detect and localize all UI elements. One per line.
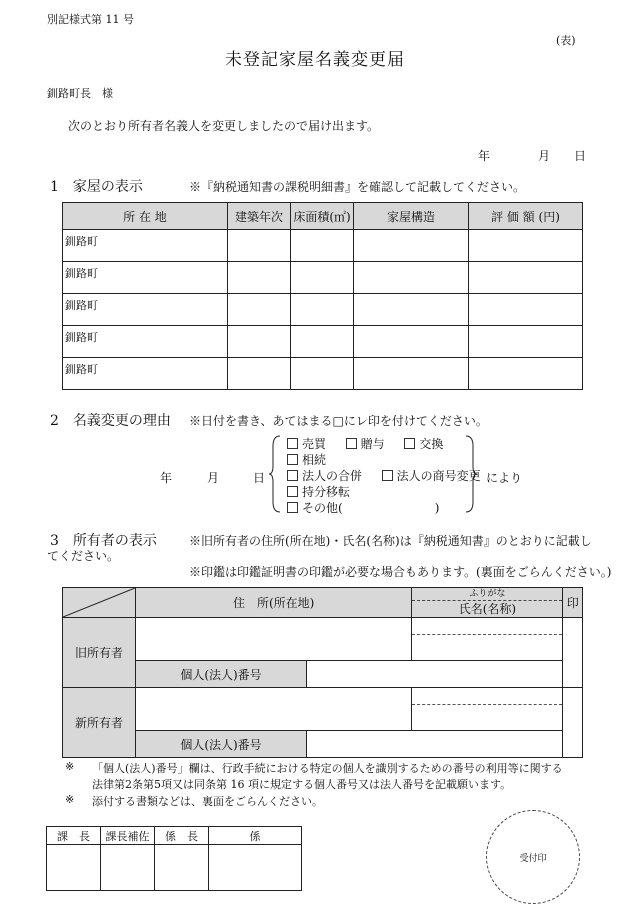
checkbox-gappei[interactable] bbox=[287, 470, 298, 481]
checkbox-sozoku[interactable] bbox=[287, 454, 298, 465]
section3-note-line1: ※旧所有者の住所(所在地)・氏名(名称)は『納税通知書』のとおりに記載し bbox=[189, 534, 592, 548]
checkbox-kokan[interactable] bbox=[404, 438, 415, 449]
build-year-cell[interactable] bbox=[228, 262, 291, 294]
label-gappei: 法人の合併 bbox=[302, 469, 363, 483]
intro-text: 次のとおり所有者名義人を変更しましたので届け出ます。 bbox=[68, 119, 380, 133]
structure-cell[interactable] bbox=[354, 294, 469, 326]
stamp-col-kakaricho: 係 長 bbox=[155, 827, 209, 845]
note2-mark: ※ bbox=[65, 793, 75, 806]
new-owner-address-cell[interactable] bbox=[136, 688, 412, 731]
floor-area-cell[interactable] bbox=[291, 262, 354, 294]
col-floor-area: 床面積(㎡) bbox=[291, 203, 354, 230]
section1-heading: 1 家屋の表示 bbox=[50, 179, 143, 195]
label-sozoku: 相続 bbox=[302, 453, 327, 467]
old-owner-id-cell[interactable] bbox=[307, 661, 563, 688]
old-owner-furigana-field[interactable] bbox=[412, 618, 562, 635]
section1-note: ※『納税通知書の課税明細書』を確認して記載してください。 bbox=[189, 180, 526, 194]
note1-mark: ※ bbox=[65, 760, 75, 773]
stamp-cell-hosa bbox=[101, 845, 155, 891]
col-name-header bbox=[412, 588, 563, 618]
label-sonota-close: ) bbox=[434, 501, 440, 515]
date-day-label: 日 bbox=[574, 149, 587, 163]
old-owner-name-field[interactable] bbox=[412, 635, 562, 660]
label-kokan: 交換 bbox=[419, 437, 444, 451]
furigana-label: ふりがな bbox=[412, 588, 562, 601]
floor-area-cell[interactable] bbox=[291, 294, 354, 326]
structure-cell[interactable] bbox=[354, 326, 469, 358]
stamp-cell-kakaricho bbox=[155, 845, 209, 891]
location-cell[interactable]: 釧路町 bbox=[63, 326, 228, 358]
date-year-label: 年 bbox=[478, 149, 491, 163]
old-owner-seal-cell[interactable] bbox=[563, 618, 583, 688]
reason-options bbox=[287, 436, 481, 516]
reason-year-label: 年 bbox=[160, 471, 173, 485]
old-owner-name-cell[interactable] bbox=[412, 618, 563, 661]
diagonal-line-icon bbox=[63, 588, 135, 617]
name-label: 氏名(名称) bbox=[458, 602, 517, 616]
location-cell[interactable]: 釧路町 bbox=[63, 358, 228, 390]
assessed-value-cell[interactable] bbox=[469, 262, 583, 294]
stamp-col-kakari: 係 bbox=[209, 827, 302, 845]
new-owner-label: 新所有者 bbox=[63, 688, 136, 758]
col-seal: 印 bbox=[563, 588, 583, 618]
col-build-year: 建築年次 bbox=[228, 203, 291, 230]
addressee: 釧路町長 様 bbox=[47, 87, 113, 100]
owner-table bbox=[62, 587, 583, 758]
stamp-cell-kacho bbox=[47, 845, 101, 891]
col-address: 住 所(所在地) bbox=[136, 588, 412, 618]
structure-cell[interactable] bbox=[354, 358, 469, 390]
receipt-stamp-label: 受付印 bbox=[519, 854, 547, 864]
page-title: 未登記家屋名義変更届 bbox=[225, 50, 405, 70]
approval-stamp-table bbox=[46, 826, 302, 891]
build-year-cell[interactable] bbox=[228, 326, 291, 358]
build-year-cell[interactable] bbox=[228, 230, 291, 262]
new-owner-id-label: 個人(法人)番号 bbox=[136, 731, 307, 758]
label-jibun: 持分移転 bbox=[302, 485, 351, 499]
reason-day-label: 日 bbox=[253, 471, 266, 485]
table-row bbox=[63, 262, 583, 294]
checkbox-shogo[interactable] bbox=[382, 470, 393, 481]
old-owner-label: 旧所有者 bbox=[63, 618, 136, 688]
col-structure: 家屋構造 bbox=[354, 203, 469, 230]
assessed-value-cell[interactable] bbox=[469, 358, 583, 390]
corner-cell bbox=[63, 588, 136, 618]
label-shogo: 法人の商号変更 bbox=[396, 469, 481, 483]
structure-cell[interactable] bbox=[354, 262, 469, 294]
table-row bbox=[63, 294, 583, 326]
side-indicator: (表) bbox=[556, 34, 576, 47]
note1-line2: 法律第2条第5項又は同条第 16 項に規定する個人番号又は法人番号を記載願います。 bbox=[92, 778, 512, 791]
structure-cell[interactable] bbox=[354, 230, 469, 262]
note2-line: 添付する書類などは、裏面をごらんください。 bbox=[92, 795, 323, 808]
new-owner-id-cell[interactable] bbox=[307, 731, 563, 758]
checkbox-sonota[interactable] bbox=[287, 502, 298, 513]
col-assessed-value: 評 価 額 (円) bbox=[469, 203, 583, 230]
location-cell[interactable]: 釧路町 bbox=[63, 230, 228, 262]
assessed-value-cell[interactable] bbox=[469, 294, 583, 326]
form-number: 別記様式第 11 号 bbox=[47, 13, 134, 26]
house-table bbox=[62, 202, 583, 390]
new-owner-seal-cell[interactable] bbox=[563, 688, 583, 758]
section3-heading: 3 所有者の表示 bbox=[50, 533, 157, 549]
note1-line1: 「個人(法人)番号」欄は、行政手続における特定の個人を識別するための番号の利用等に関する bbox=[92, 762, 563, 775]
floor-area-cell[interactable] bbox=[291, 358, 354, 390]
stamp-col-hosa: 課長補佐 bbox=[101, 827, 155, 845]
checkbox-jibun[interactable] bbox=[287, 486, 298, 497]
old-owner-address-cell[interactable] bbox=[136, 618, 412, 661]
old-owner-id-label: 個人(法人)番号 bbox=[136, 661, 307, 688]
location-cell[interactable]: 釧路町 bbox=[63, 294, 228, 326]
date-month-label: 月 bbox=[538, 149, 551, 163]
table-row bbox=[63, 230, 583, 262]
section3-note2: ※印鑑は印鑑証明書の印鑑が必要な場合もあります。(裏面をごらんください。) bbox=[189, 565, 612, 579]
section2-note: ※日付を書き、あてはまる□にレ印を付けてください。 bbox=[189, 414, 488, 428]
checkbox-baibai[interactable] bbox=[287, 438, 298, 449]
section3-note-line2: てください。 bbox=[47, 549, 120, 563]
checkbox-zoyo[interactable] bbox=[346, 438, 357, 449]
assessed-value-cell[interactable] bbox=[469, 326, 583, 358]
label-sonota: その他( bbox=[302, 501, 343, 515]
section2-heading: 2 名義変更の理由 bbox=[50, 413, 171, 429]
floor-area-cell[interactable] bbox=[291, 326, 354, 358]
table-row bbox=[63, 326, 583, 358]
label-baibai: 売買 bbox=[302, 437, 327, 451]
floor-area-cell[interactable] bbox=[291, 230, 354, 262]
build-year-cell[interactable] bbox=[228, 358, 291, 390]
left-brace-icon bbox=[268, 434, 282, 514]
new-owner-furigana-field[interactable] bbox=[412, 688, 562, 705]
new-owner-name-field[interactable] bbox=[412, 705, 562, 730]
location-cell[interactable]: 釧路町 bbox=[63, 262, 228, 294]
assessed-value-cell[interactable] bbox=[469, 230, 583, 262]
label-zoyo: 贈与 bbox=[360, 437, 385, 451]
build-year-cell[interactable] bbox=[228, 294, 291, 326]
new-owner-name-cell[interactable] bbox=[412, 688, 563, 731]
reason-suffix: により bbox=[486, 471, 523, 485]
col-location: 所 在 地 bbox=[63, 203, 228, 230]
stamp-col-kacho: 課 長 bbox=[47, 827, 101, 845]
reason-month-label: 月 bbox=[207, 471, 220, 485]
table-row bbox=[63, 358, 583, 390]
stamp-cell-kakari bbox=[209, 845, 302, 891]
